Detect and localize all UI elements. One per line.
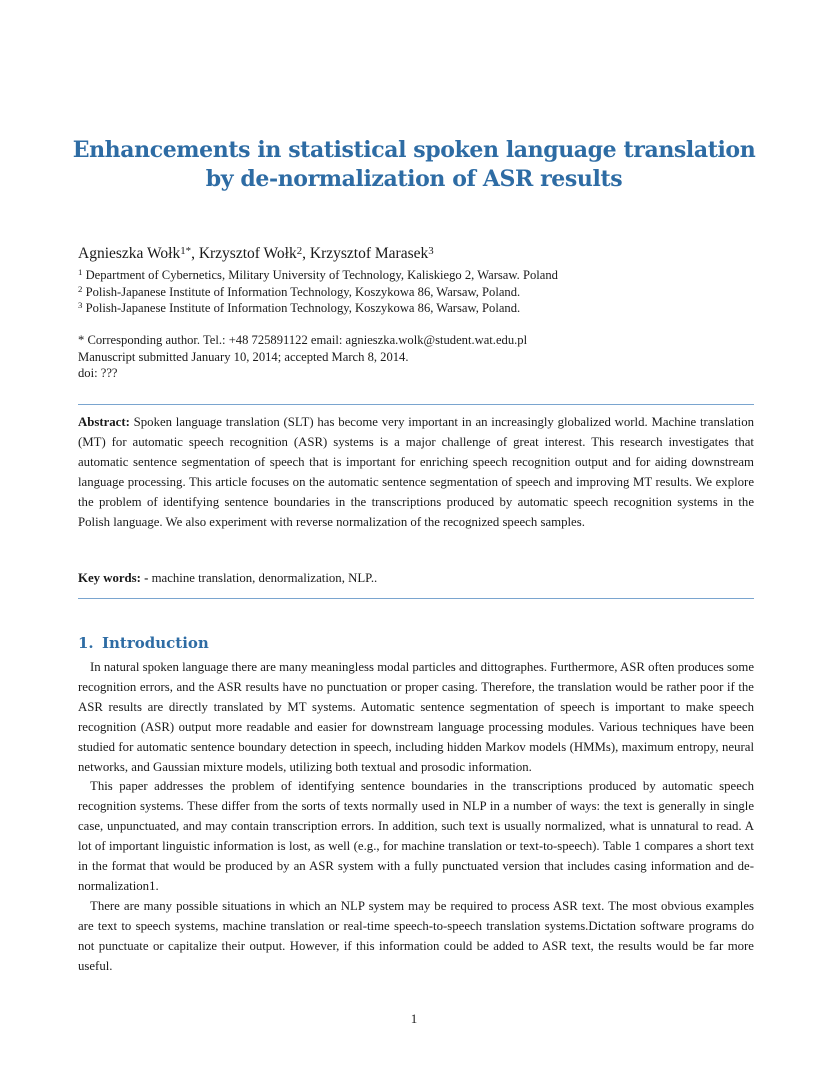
- corresponding-author: * Corresponding author. Tel.: +48 725891122 email: agnieszka.wolk@student.wat.edu.pl: [78, 333, 528, 347]
- author-name: Krzysztof Marasek: [309, 245, 429, 262]
- affiliation-text: Polish-Japanese Institute of Information Technology, Koszykowa 86, Warsaw, Poland.: [85, 284, 521, 299]
- manuscript-dates: Manuscript submitted January 10, 2014; accepted March 8, 2014.: [78, 349, 409, 364]
- author-mark: 2: [296, 245, 303, 257]
- section-body: [78, 658, 754, 977]
- affiliation-list: [78, 267, 558, 317]
- affiliation-item: [78, 300, 558, 317]
- abstract-text: Spoken language translation (SLT) has become very important in an increasingly globalized world. Machine translation (MT) for automatic speech recognition (ASR) systems is a major challenge of great interest. This research investigates that automatic sentence segmentation of speech that is important for enriching speech recognition output and for aiding downstream language processing. This article focuses on the automatic sentence segmentation of speech and improving MT results. We explore the problem of identifying sentence boundaries in the transcriptions produced by automatic speech recognition systems in the Polish language. We also experiment with reverse normalization of the recognized speech samples.: [78, 415, 755, 529]
- affiliation-text: Polish-Japanese Institute of Information Technology, Koszykowa 86, Warsaw, Poland.: [85, 301, 521, 315]
- author-name: Agnieszka Wołk: [78, 245, 181, 262]
- keywords: [78, 568, 754, 588]
- divider-bottom: [78, 598, 754, 599]
- doi-line: doi: ???: [78, 366, 118, 380]
- affiliation-number: 2: [78, 283, 83, 294]
- paragraph: This paper addresses the problem of identifying sentence boundaries in the transcriptions produced by automatic speech recognition systems. These differ from the sorts of texts normally used in NLP in a number of ways: the text is generally in single case, unpunctuated, and may contain transcription errors. In addition, such text is usually normalized, what is unnatural to read. A lot of important linguistic information is lost, as well (e.g., for machine translation or text-to-speech). Table 1 compares a short text in the format that would be produced by an ASR system with a fully punctuated version that includes casing information and de-normalization1.: [78, 779, 754, 893]
- author-mark: 3: [428, 245, 434, 257]
- affiliation-item: [78, 267, 558, 284]
- author-mark: 1*: [180, 245, 192, 257]
- paragraph: There are many possible situations in which an NLP system may be required to process ASR text. The most obvious examples are text to speech systems, machine translation or real-time speech-to-speech translation systems.Dictation software programs do not punctuate or capitalize their output. However, if this information could be added to ASR text, the results would be far more useful.: [78, 898, 754, 973]
- author-list: Agnieszka Wołk$^{1*}$, Krzysztof Wołk$^2$, Krzysztof Marasek$^3$: [78, 245, 434, 262]
- author-name: Krzysztof Wołk: [198, 245, 297, 262]
- abstract: [78, 412, 754, 532]
- affiliation-item: [78, 284, 558, 301]
- keywords-label: Key words: -: [78, 571, 149, 585]
- section-heading: [78, 632, 209, 654]
- paper-title: Enhancements in statistical spoken language translation by de-normalization of ASR results: [72, 137, 756, 192]
- page-number: 1: [410, 1011, 418, 1026]
- affiliation-text: Department of Cybernetics, Military University of Technology, Kaliskiego 2, Warsaw. Poland: [85, 268, 558, 282]
- section-number: 1.: [78, 634, 94, 652]
- abstract-label: Abstract:: [78, 415, 130, 429]
- divider-top: [78, 404, 754, 405]
- manuscript-meta: [78, 332, 527, 382]
- affiliation-number: 1: [78, 267, 83, 277]
- section-title: Introduction: [102, 634, 209, 652]
- affiliation-number: 3: [78, 300, 83, 310]
- paragraph: In natural spoken language there are many meaningless modal particles and dittographes. Furthermore, ASR often produces some recognition errors, and the ASR results have no punctuation or proper casing. Therefore, the translation would be rather poor if the ASR results are directly translated by MT systems. Automatic sentence segmentation of speech is important to make speech recognition (ASR) output more readable and easier for downstream language processing modules. Various techniques have been studied for automatic sentence boundary detection in speech, including hidden Markov models (HMMs), maximum entropy, neural networks, and Gaussian mixture models, utilizing both textual and prosodic information.: [78, 660, 754, 774]
- keywords-text: machine translation, denormalization, NLP..: [151, 571, 378, 585]
